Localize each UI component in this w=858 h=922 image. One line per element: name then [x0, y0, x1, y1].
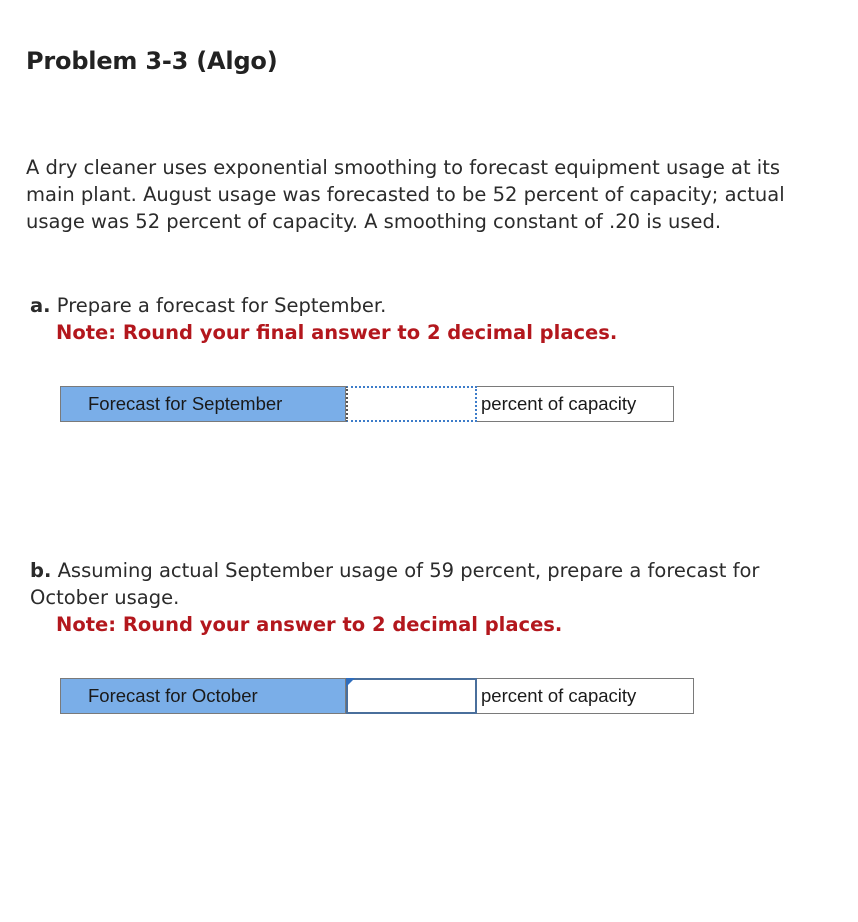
answer-row-september	[60, 386, 674, 422]
part-a-question: Prepare a forecast for September.	[56, 294, 387, 317]
forecast-october-label: Forecast for October	[60, 678, 346, 714]
focus-corner-icon	[346, 678, 355, 687]
forecast-september-input[interactable]	[346, 386, 477, 422]
problem-title: Problem 3-3 (Algo)	[26, 47, 278, 75]
forecast-october-unit: percent of capacity	[477, 678, 694, 714]
part-a-note: Note: Round your final answer to 2 decimal places.	[56, 321, 618, 344]
forecast-september-unit: percent of capacity	[477, 386, 674, 422]
problem-statement: A dry cleaner uses exponential smoothing to forecast equipment usage at its main plant. August usage was forecasted to be 52 percent of capacity; actual usage was 52 percent of capacity. A smoothing constant of .20 is used.	[26, 156, 785, 233]
part-b	[30, 557, 820, 638]
answer-row-october	[60, 678, 694, 714]
forecast-october-input-wrapper	[346, 678, 477, 714]
part-b-note: Note: Round your answer to 2 decimal places.	[56, 613, 563, 636]
forecast-september-label: Forecast for September	[60, 386, 346, 422]
part-b-question: Assuming actual September usage of 59 percent, prepare a forecast for October usage.	[30, 559, 760, 609]
forecast-october-input[interactable]	[346, 678, 477, 714]
part-a-label: a.	[30, 294, 51, 317]
part-b-label: b.	[30, 559, 52, 582]
part-a	[30, 292, 820, 346]
